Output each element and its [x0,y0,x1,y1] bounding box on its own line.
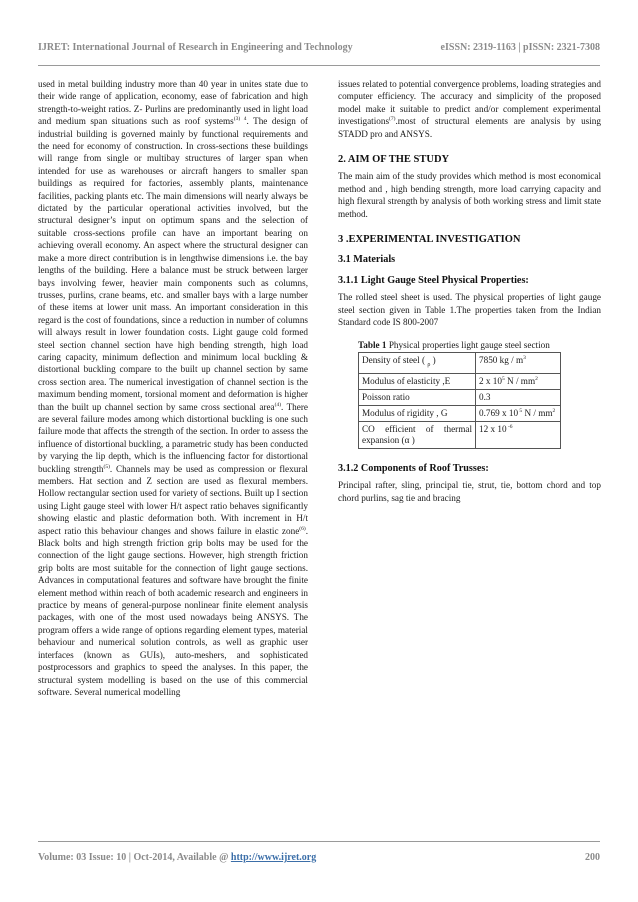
caption-text: Physical properties light gauge steel section [386,339,550,350]
cell-text: 7850 kg / m [479,354,524,365]
table-cell: Poisson ratio [359,389,476,405]
citation: (4) [274,401,282,408]
intro-paragraph [38,78,308,698]
text-run: . Channels may be used as compression or flexural members. Hat section and Z section are used as flexural members. Hollow rectangular section used for variety of sections. Built up I section using Light gauge steel with lower H/t aspect ratio behaves significantly showing elastic and plastic deformation both. With increment in H/t aspect ratio this behaviour changes and shows failure in elastic zone [38,463,308,536]
volume-text: Volume: 03 Issue: 10 | Oct-2014, Available @ [38,852,231,863]
cell-sup: 2 [552,407,556,414]
properties-table [358,352,561,449]
cell-sup: 5 [501,375,505,382]
citation: (7) [389,116,396,123]
continued-paragraph [338,78,601,140]
table-cell [476,405,561,421]
cell-sup: -6 [506,423,513,430]
table-cell [359,352,476,373]
table-cell [476,421,561,448]
table-cell [476,352,561,373]
cell-symbol: ρ [427,361,431,368]
citation: (3) 4 [233,116,247,123]
aim-paragraph: The main aim of the study provides which method is most economical method and , high bending strength, more load carrying capacity and high flexural strength by analysis of both working stress and limit state method. [338,171,601,219]
table-cell: 0.3 [476,389,561,405]
subsection-heading-trusses: 3.1.2 Components of Roof Trusses: [338,462,489,474]
page-header [38,42,600,53]
text-run: .most of structural elements are analysis by using STADD pro and ANSYS. [338,116,601,139]
left-column [38,78,308,698]
page-number: 200 [585,852,600,863]
cell-text: 2 x 10 [479,375,502,386]
subsection-heading-materials: 3.1 Materials [338,254,396,266]
table-row [359,373,561,389]
cell-text: 0.769 x 10 [479,407,519,418]
table-1 [358,339,601,449]
caption-label: Table 1 [358,339,387,350]
cell-sup: 5 [518,407,523,414]
issn: eISSN: 2319-1163 | pISSN: 2321-7308 [440,42,600,53]
cell-text: N / mm [522,407,553,418]
right-column [338,78,601,504]
trusses-paragraph: Principal rafter, sling, principal tie, strut, tie, bottom chord and top chord purlins, sag tie and bracing [338,480,601,503]
cell-text: Density of steel ( [362,354,426,365]
text-run: issues related to potential convergence problems, loading strategies and computer efficiency. The accuracy and simplicity of the proposed model make it suitable to predict and/or complement experimental investigations [338,79,601,127]
section-heading-aim: 2. AIM OF THE STUDY [338,154,450,166]
table-cell: Modulus of rigidity , G [359,405,476,421]
cell-text: 12 x 10 [479,423,507,434]
table-cell: CO efficient of thermal expansion (α ) [359,421,476,448]
table-row [359,389,561,405]
cell-sup: 2 [535,375,538,382]
section-heading-experimental: 3 .EXPERIMENTAL INVESTIGATION [338,234,521,246]
text-run: . Black bolts and high strength friction grip bolts may be used for the connection of the light gauge sections. However, high strength friction grip bolts are most suitable for the connection of light gauge sections. Advances in computational features and software have brought the finite element method within reach of both academic research and engineers in practice by means of general-purpose nonlinear finite element analysis packages, with one of the most used nowadays being ANSYS. The program offers a wide range of options regarding element types, material behaviour and numerical solution controls, as well as graphic user interfaces (known as GUIs), auto-meshers, and sophisticated postprocessors and graphics to speed the analyses. In this paper, the structural system modelling is based on the use of this commercial software. Several numerical modelling [38,525,308,697]
table-caption [358,339,601,351]
text-run: . The design of industrial building is governed mainly by functional requirements and the need for economy of construction. In cross-sections these buildings will range from single or multibay structures of larger span when intended for use as warehouses or aircraft hangers to smaller span buildings as required for factories, assembly plants, maintenance facilities, packing plants etc. The main dimensions will nearly always be dictated by the particular operational activities involved, but the structural designer’s input on optimum spans and the selection of suitable cross-sections profile can have an important bearing on achieving overall economy. An aspect where the structural designer can make a more direct contribution is in lengthwise dimensions i.e. the bay lengths of the building. Here a balance must be struck between larger bays involving fewer, heavier main components such as columns, trusses, purlins, crane beams, etc. and smaller bays with a large number of these items at lower unit mass. An important consideration in this regard is the cost of foundations, since a reduction in number of columns will always result in lower foundation costs. Light gauge cold formed steel section channel section have high bending strength, high load caring capacity, minimum deflection and minimum local buckling & distortional buckling compare to the built up channel section by same cross section area. The numerical investigation of channel section is the maximum bending moment, torsional moment and deformation is higher than the built up channel section by same cross sectional area [38,116,308,412]
table-row [359,352,561,373]
footer-volume [38,852,316,863]
journal-title: IJRET: International Journal of Research in Engineering and Technology [38,42,353,53]
citation: (6) [299,525,306,532]
table-row [359,421,561,448]
properties-paragraph: The rolled steel sheet is used. The physical properties of light gauge steel section given in Table 1.The properties taken from the Indian Standard code IS 800-2007 [338,292,601,328]
header-rule [38,65,600,66]
table-cell [476,373,561,389]
table-cell: Modulus of elasticity ,E [359,373,476,389]
journal-link[interactable]: http://www.ijret.org [230,852,317,863]
text-run: . There are several failure modes among which distortional buckling is one such failure mode that affects the strength of the section. In order to assess the influence of distortional buckling, a parametric study has been conducted by varying the lip depth, which is the influencing factor for distortional buckling strength [38,401,308,474]
footer-rule [38,841,600,842]
cell-sup: 3 [523,354,526,361]
table-row [359,405,561,421]
cell-text: ) [432,354,436,365]
text-run: used in metal building industry more than 40 year in unites state due to their wide range of application, economy, ease of fabrication and high strength-to-weight ratios. Z- Purlins are predominantly used in light load and medium span situations such as roof systems [38,79,308,127]
citation: (5) [103,463,110,470]
page-footer [38,852,600,863]
cell-text: N / mm [504,375,536,386]
subsection-heading-properties: 3.1.1 Light Gauge Steel Physical Properties: [338,274,529,286]
